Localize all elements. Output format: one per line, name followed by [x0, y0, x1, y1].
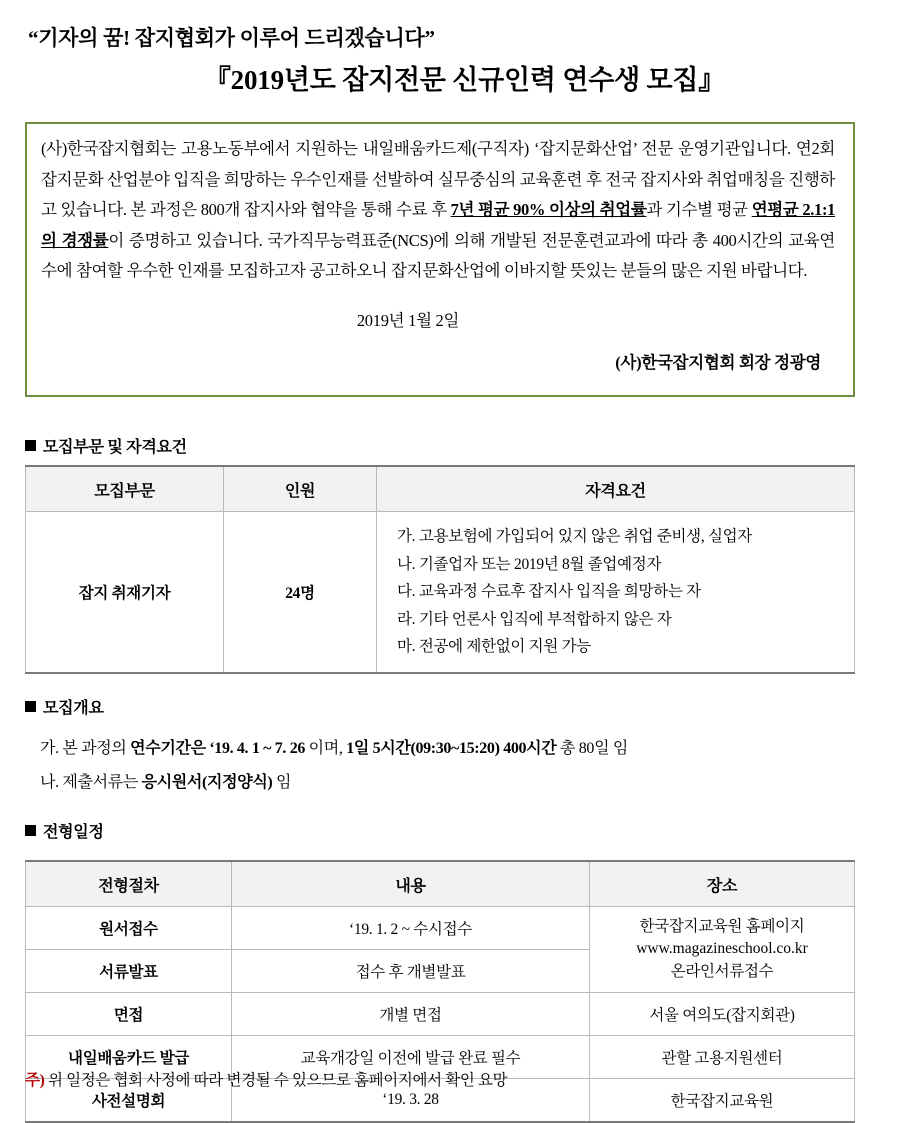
cell-step: 사전설명회	[26, 1079, 232, 1123]
qualification-item: 나. 기졸업자 또는 2019년 8월 졸업예정자	[397, 555, 662, 573]
cell-place: 서울 여의도(잡지회관)	[590, 993, 855, 1036]
cell-place-merged	[590, 907, 855, 993]
kicker-line: “기자의 꿈! 잡지협회가 이루어 드리겠습니다”	[28, 26, 435, 50]
section-heading-outline-label: 모집개요	[43, 700, 104, 717]
cell-field-name: 잡지 취재기자	[26, 512, 224, 673]
section-heading-recruitment	[25, 434, 187, 457]
cell-count: 24명	[224, 512, 377, 673]
document-page	[0, 22, 905, 1110]
notice-box	[25, 122, 855, 397]
outline-line-a	[40, 735, 628, 758]
col-header-count: 인원	[224, 466, 377, 512]
notice-emphasis-competition-rate: 연평균 2.1:1의 경쟁률	[41, 200, 835, 250]
outline-a-hours: 1일 5시간(09:30~15:20) 400시간	[346, 740, 557, 757]
section-heading-outline	[25, 695, 104, 718]
table-row	[26, 512, 855, 673]
cell-step: 서류발표	[26, 950, 232, 993]
col-header-place: 장소	[590, 861, 855, 907]
outline-b-pre: 나. 제출서류는	[40, 774, 142, 791]
table-header-row	[26, 861, 855, 907]
place-line-3: 온라인서류접수	[670, 962, 774, 980]
outline-a-pre: 가. 본 과정의	[40, 740, 131, 757]
cell-content: 접수 후 개별발표	[232, 950, 590, 993]
cell-qualifications	[377, 512, 855, 673]
recruitment-table	[25, 465, 855, 674]
schedule-footnote	[25, 1068, 507, 1090]
cell-content: 개별 면접	[232, 993, 590, 1036]
square-bullet-icon	[25, 825, 36, 836]
square-bullet-icon	[25, 440, 36, 451]
notice-signature: (사)한국잡지협회 회장 정광영	[615, 352, 821, 372]
notice-date: 2019년 1월 2일	[356, 310, 460, 330]
notice-text-part3: 이 증명하고 있습니다. 국가직무능력표준(NCS)에 의해 개발된 전문훈련교과에 따라 총 400시간의 교육연수에 참여할 우수한 인재를 모집하고자 공고하오니 잡지문화산업에 이바지할 뜻있는 분들의 많은 지원 바랍니다.	[41, 230, 835, 281]
cell-place: 관할 고용지원센터	[590, 1036, 855, 1079]
outline-line-b	[40, 769, 291, 792]
place-website-url: www.magazineschool.co.kr	[636, 940, 808, 958]
notice-paragraph	[41, 134, 835, 287]
table-row	[26, 907, 855, 950]
page-title: 『2019년도 잡지전문 신규인력 연수생 모집』	[203, 65, 726, 95]
qualification-item: 마. 전공에 제한없이 지원 가능	[397, 638, 591, 656]
notice-text-part2: 과 기수별 평균	[646, 200, 752, 220]
col-header-content: 내용	[232, 861, 590, 907]
section-heading-schedule	[25, 819, 104, 842]
table-header-row	[26, 466, 855, 512]
table-row	[26, 993, 855, 1036]
cell-content: ‘19. 3. 28	[232, 1079, 590, 1123]
footnote-text: 위 일정은 협회 사정에 따라 변경될 수 있으므로 홈페이지에서 확인 요망	[44, 1072, 508, 1089]
qualification-item: 다. 교육과정 수료후 잡지사 입직을 희망하는 자	[397, 583, 701, 601]
col-header-qualifications: 자격요건	[377, 466, 855, 512]
cell-step: 내일배움카드 발급	[26, 1036, 232, 1079]
cell-content: 교육개강일 이전에 발급 완료 필수	[232, 1036, 590, 1079]
outline-b-document: 응시원서(지정양식)	[141, 774, 273, 791]
cell-content: ‘19. 1. 2 ~ 수시접수	[232, 907, 590, 950]
col-header-step: 전형절차	[26, 861, 232, 907]
notice-emphasis-employment-rate: 7년 평균 90% 이상의 취업률	[450, 200, 647, 220]
outline-a-period: 연수기간은 ‘19. 4. 1 ~ 7. 26	[130, 740, 306, 757]
col-header-field: 모집부문	[26, 466, 224, 512]
qualification-item: 가. 고용보험에 가입되어 있지 않은 취업 준비생, 실업자	[397, 528, 752, 545]
notice-text-part1: (사)한국잡지협회는 고용노동부에서 지원하는 내일배움카드제(구직자) ‘잡지문화산업’ 전문 운영기관입니다. 연2회 잡지문화 산업분야 입직을 희망하는 우수인재를 선발하여 실무중심의 교육훈련 후 전국 잡지사와 취업매칭을 진행하고 있습니다. 본 과정은 800개 잡지사와 협약을 통해 수료 후	[41, 139, 835, 220]
outline-a-mid: 이며,	[305, 740, 347, 757]
place-line-1: 한국잡지교육원 홈페이지	[639, 917, 805, 935]
outline-a-post: 총 80일 임	[556, 740, 628, 757]
outline-b-post: 임	[272, 774, 292, 791]
section-heading-schedule-label: 전형일정	[43, 824, 104, 841]
square-bullet-icon	[25, 701, 36, 712]
section-heading-recruitment-label: 모집부문 및 자격요건	[43, 439, 187, 456]
qualification-item: 라. 기타 언론사 입직에 부적합하지 않은 자	[397, 610, 672, 628]
qualification-list	[383, 517, 848, 667]
cell-step: 원서접수	[26, 907, 232, 950]
footnote-marker: 주)	[25, 1072, 45, 1089]
cell-step: 면접	[26, 993, 232, 1036]
cell-place: 한국잡지교육원	[590, 1079, 855, 1123]
